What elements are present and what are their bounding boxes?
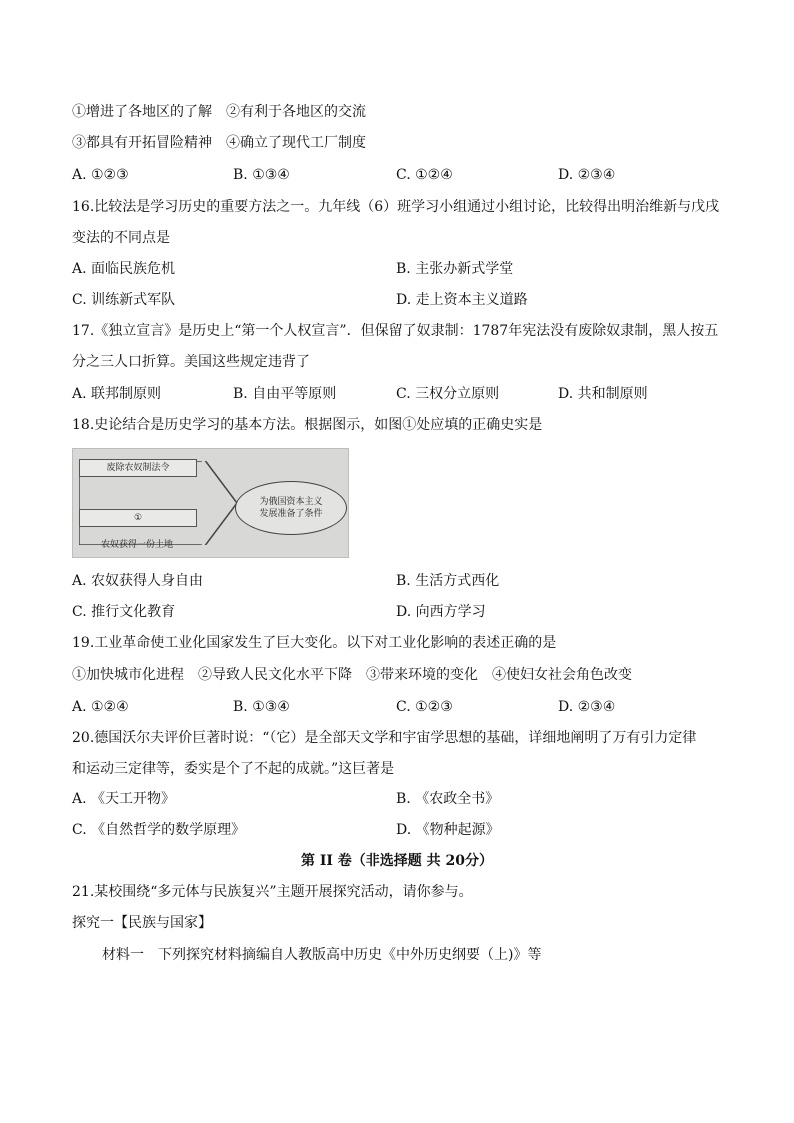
q20-option-d: D. 《物种起源》 (396, 822, 500, 838)
q15-option-b: B. ①③④ (233, 167, 290, 183)
figure-ellipse-line-2: 发展准备了条件 (259, 509, 323, 519)
section-2-title: 第 II 卷（非选择题 共 20分） (300, 853, 494, 869)
q19-statements: ①加快城市化进程 ②导致人民文化水平下降 ③带来环境的变化 ④使妇女社会角色改变 (72, 667, 632, 683)
q18-option-b: B. 生活方式西化 (396, 573, 500, 589)
q16-option-c: C. 训练新式军队 (72, 292, 176, 308)
q16-option-d: D. 走上资本主义道路 (396, 292, 528, 308)
q16-stem-1: 16.比较法是学习历史的重要方法之一。九年线（6）班学习小组通过小组讨论，比较得出明治维新与戊戌 (72, 199, 720, 215)
q19-option-b: B. ①③④ (233, 699, 290, 715)
q17-option-c: C. 三权分立原则 (396, 386, 500, 402)
q17-option-d: D. 共和制原则 (558, 386, 648, 402)
q15-statements-1: ①增进了各地区的了解 ②有利于各地区的交流 (72, 104, 366, 120)
q18-option-d: D. 向西方学习 (396, 604, 486, 620)
q16-option-b: B. 主张办新式学堂 (396, 261, 514, 277)
q16-stem-2: 变法的不同点是 (72, 230, 170, 246)
q19-stem-1: 19.工业革命使工业化国家发生了巨大变化。以下对工业化影响的表述正确的是 (72, 635, 557, 651)
q16-option-a: A. 面临民族危机 (72, 261, 176, 277)
q15-option-c: C. ①②④ (396, 167, 453, 183)
q17-stem-1: 17.《独立宣言》是历史上“第一个人权宣言”．但保留了奴隶制：1787年宪法没有废除奴隶制，黑人按五 (72, 323, 719, 339)
q19-option-c: C. ①②③ (396, 699, 453, 715)
q20-option-a: A. 《天工开物》 (72, 791, 176, 807)
q20-stem-1: 20.德国沃尔夫评价巨著时说：“（它）是全部天文学和宇宙学思想的基础，详细地阐明了万有引力定律 (72, 730, 697, 746)
figure-box-bottom: 农奴获得一份土地 (100, 540, 173, 550)
q21-stem-1: 21.某校围绕“多元体与民族复兴”主题开展探究活动，请你参与。 (72, 884, 473, 900)
q17-option-a: A. 联邦制原则 (72, 386, 162, 402)
q15-statements-2: ③都具有开拓冒险精神 ④确立了现代工厂制度 (72, 135, 366, 151)
q18-option-a: A. 农奴获得人身自由 (72, 573, 204, 589)
q15-option-a: A. ①②③ (72, 167, 129, 183)
figure-ellipse-line-1: 为俄国资本主义 (259, 497, 323, 507)
q21-subheading: 探究一【民族与国家】 (72, 915, 212, 931)
figure-box-top: 废除农奴制法令 (79, 459, 197, 477)
q20-option-c: C. 《自然哲学的数学原理》 (72, 822, 246, 838)
q19-option-a: A. ①②④ (72, 699, 129, 715)
q20-option-b: B. 《农政全书》 (396, 791, 500, 807)
figure-box-middle: ① (79, 509, 197, 527)
q18-figure (72, 448, 349, 558)
q20-stem-2: 和运动三定律等，委实是个了不起的成就。”这巨著是 (72, 761, 395, 777)
q15-option-d: D. ②③④ (558, 167, 616, 183)
q18-stem-1: 18.史论结合是历史学习的基本方法。根据图示，如图①处应填的正确史实是 (72, 417, 543, 433)
q19-option-d: D. ②③④ (558, 699, 616, 715)
q17-option-b: B. 自由平等原则 (233, 386, 337, 402)
q21-material-1: 材料一 下列探究材料摘编自人教版高中历史《中外历史纲要（上)》等 (102, 947, 542, 963)
q18-option-c: C. 推行文化教育 (72, 604, 176, 620)
figure-ellipse (235, 481, 347, 535)
q17-stem-2: 分之三人口折算。美国这些规定违背了 (72, 354, 310, 370)
